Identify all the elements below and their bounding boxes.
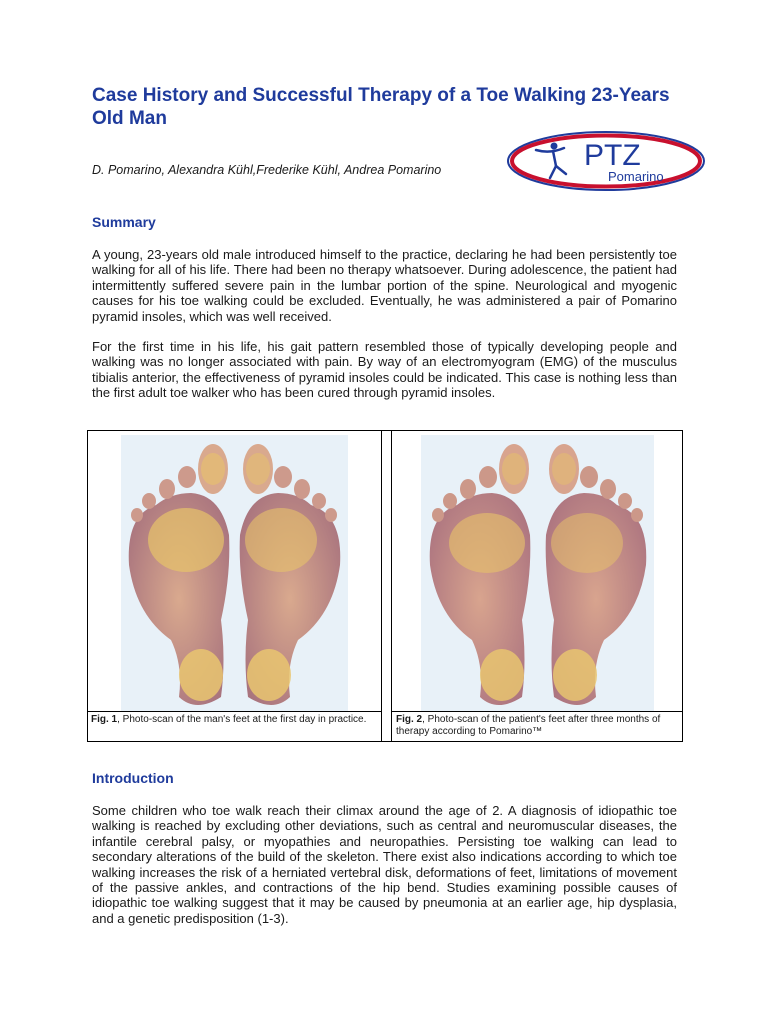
figure-2-label: Fig. 2 xyxy=(396,714,423,725)
summary-heading: Summary xyxy=(92,214,156,230)
summary-paragraph-2: For the first time in his life, his gait pattern resembled those of typically developing people and walking was no longer associated with pain. By way of an electromyogram (EMG) of the musculus tibialis anterior, the effectiveness of pyramid insoles could be indicated. This case is nothing less than the first adult toe walker who has been cured through pyramid insoles. xyxy=(92,339,677,401)
figure-1-caption xyxy=(91,714,376,726)
figure-1-caption-text: , Photo-scan of the man's feet at the first day in practice. xyxy=(117,714,367,725)
logo-ptz-text: PTZ xyxy=(584,139,641,172)
logo-pomarino-text: Pomarino xyxy=(608,169,664,184)
figure-2-caption xyxy=(396,714,679,738)
table-divider xyxy=(391,431,392,741)
table-divider xyxy=(391,711,682,712)
figure-1-label: Fig. 1 xyxy=(91,714,118,725)
introduction-paragraph-1: Some children who toe walk reach their climax around the age of 2. A diagnosis of idiopathic toe walking is reached by excluding other deviations, such as central and neuromuscular diseases, the infantile cerebral palsy, or myopathies and neuropathies. Persisting toe walking can lead to secondary alterations of the build of the skeleton. There exist also indications according to which toe walking increases the risk of a herniated vertebral disk, deformations of feet, limitations of movement of the passive ankles, and contractions of the hip bend. Studies examining possible causes of idiopathic toe walking suggest that it may be caused by pneumonia at an earlier age, hip dysplasia, and a genetic predisposition (1-3). xyxy=(92,803,677,926)
table-divider xyxy=(88,711,381,712)
paper-title: Case History and Successful Therapy of a Toe Walking 23-Years Old Man xyxy=(92,85,670,129)
summary-paragraph-1: A young, 23-years old male introduced himself to the practice, declaring he had been persistently toe walking for all of his life. There had been no therapy whatsoever. During adolescence, the patient had intermittently suffered severe pain in the lumbar portion of the spine. Neurological and myogenic causes for his toe walking could be excluded. Eventually, he was administered a pair of Pomarino pyramid insoles, which was well received. xyxy=(92,247,677,324)
figure-2-image xyxy=(421,435,654,711)
author-list: D. Pomarino, Alexandra Kühl,Frederike Kühl, Andrea Pomarino xyxy=(92,163,442,177)
figure-table xyxy=(87,430,683,742)
introduction-heading: Introduction xyxy=(92,770,174,786)
ptz-pomarino-logo xyxy=(506,130,706,192)
figure-2-caption-text: , Photo-scan of the patient's feet after three months of therapy according to Pomarino™ xyxy=(396,714,661,737)
table-divider xyxy=(381,431,382,741)
figure-1-image xyxy=(121,435,348,711)
